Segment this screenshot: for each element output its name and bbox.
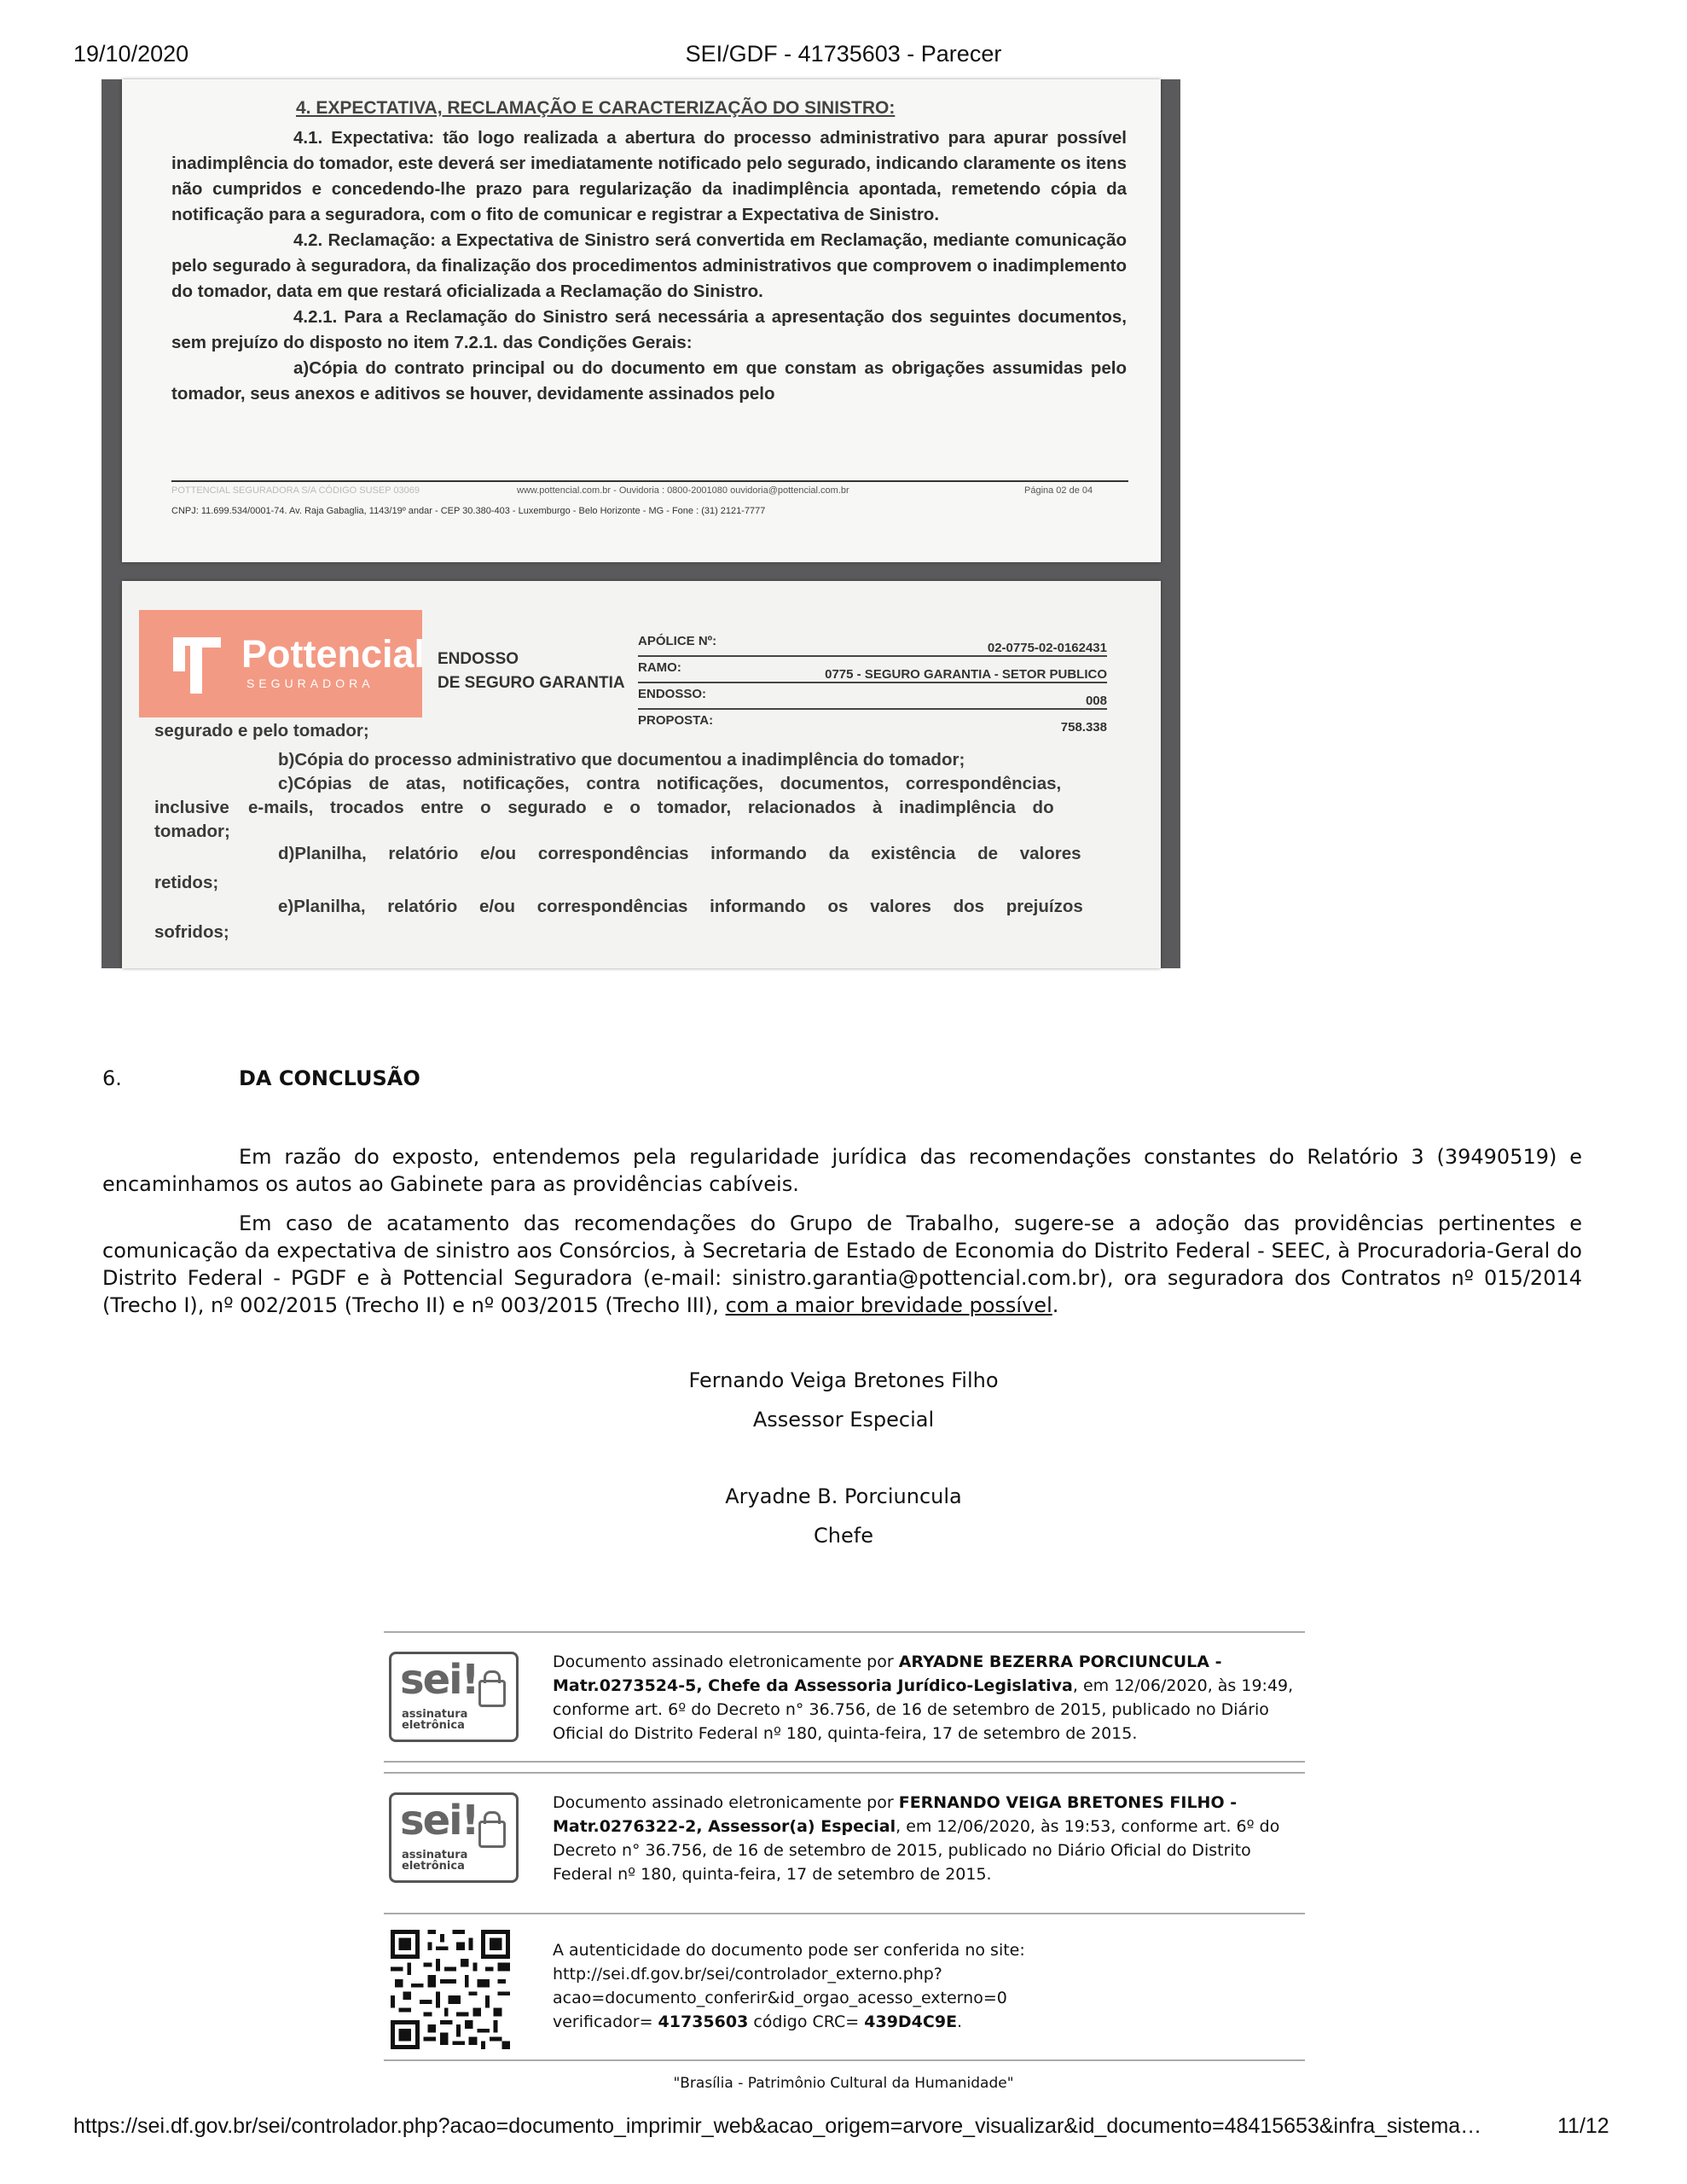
endosso-line: DE SEGURO GARANTIA (438, 674, 625, 692)
policy-label: ENDOSSO: (638, 687, 707, 701)
policy-row (638, 683, 1107, 710)
pottencial-mark-icon (165, 625, 233, 702)
authenticity-block (384, 1913, 1305, 2061)
paragraph-text: Em caso de acatamento das recomendações do Grupo de Trabalho, sugere-se a adoção das providências pertinentes e comunicação da expectativa de sinistro aos Consórcios, à Secretaria de Estado de Economia do Distrito Federal - SEEC, à Procuradoria-Geral do Distrito Federal - PGDF e à Pottencial Seguradora (e-mail: sinistro.garantia@pottencial.com.br), ora seguradora dos Contratos nº 015/2014 (Trecho I), nº 002/2015 (Trecho II) e nº 003/2015 (Trecho III), (102, 1211, 1582, 1317)
signer-role: Chefe (814, 1524, 873, 1548)
policy-value: 02-0775-02-0162431 (987, 641, 1107, 655)
policy-table (638, 630, 1107, 735)
print-url: https://sei.df.gov.br/sei/controlador.php?acao=documento_imprimir_web&acao_origem=arvore_visualizar&id_documento=48415653&infra_sistema… (73, 2114, 1482, 2138)
conclusion-paragraph-1 (102, 1143, 1582, 1198)
policy-value: 0775 - SEGURO GARANTIA - SETOR PUBLICO (825, 667, 1107, 682)
scan-footer-left: POTTENCIAL SEGURADORA S/A CÓDIGO SUSEP 03069 (171, 485, 420, 496)
signature-text: Documento assinado eletronicamente por FERNANDO VEIGA BRETONES FILHO - Matr.0276322-2, Assessor(a) Especial, em 12/06/2020, às 19:53, conforme art. 6º do Decreto n° 36.756, de 16 de setembro de 2015, publicado no Diário Oficial do Distrito Federal nº 180, quinta-feira, 17 de setembro de 2015. (553, 1793, 1280, 1884)
lock-icon (478, 1821, 506, 1848)
section-number: 6. (102, 1066, 122, 1090)
auth-line: A autenticidade do documento pode ser conferida no site: (553, 1941, 1025, 1960)
scan-footer-mid: www.pottencial.com.br - Ouvidoria : 0800-2001080 ouvidoria@pottencial.com.br (517, 485, 849, 496)
policy-value: 008 (1085, 694, 1107, 708)
scan2-line: inclusive (154, 798, 229, 817)
sei-signature-icon (389, 1792, 519, 1883)
scan-paragraph: a)Cópia do contrato principal ou do documento em que constam as obrigações assumidas pelo tomador, seus anexos e aditivos se houver, devidamente assinados pelo (171, 358, 1127, 404)
underlined-text: com a maior brevidade possível (725, 1293, 1052, 1317)
scanned-page-1 (122, 79, 1161, 562)
conclusion-paragraph-2 (102, 1210, 1582, 1319)
scan-footer (171, 485, 1093, 496)
footer-motto: "Brasília - Patrimônio Cultural da Humanidade" (673, 2075, 1014, 2092)
verifier-code: 41735603 (658, 2013, 749, 2031)
scanned-page-2 (122, 581, 1161, 968)
divider (384, 1761, 1305, 1763)
scan-body (171, 125, 1127, 407)
sei-logo-word: sei! (400, 1797, 478, 1844)
scan-paragraph: 4.1. Expectativa: tão logo realizada a abertura do processo administrativo para apurar possível inadimplência do tomador, este deverá ser imediatamente notificado pelo segurado, indicando claramente os itens não cumpridos e concedendo-lhe prazo para regularização da inadimplência apontada, remetendo cópia da notificação para a seguradora, com o fito de comunicar e registrar a Expectativa de Sinistro. (171, 128, 1127, 224)
scan2-line: segurado e pelo tomador; (154, 721, 369, 741)
scan-footer-address: CNPJ: 11.699.534/0001-74. Av. Raja Gabaglia, 1143/19º andar - CEP 30.380-403 - Luxemburgo - Belo Horizonte - MG - Fone : (31) 2121-7777 (171, 506, 766, 516)
policy-row (638, 657, 1107, 683)
authenticity-text (553, 1938, 1295, 2034)
endosso-title (438, 648, 625, 695)
scan2-line: tomador; (154, 822, 230, 841)
scan2-line: b)Cópia do processo administrativo que documentou a inadimplência do tomador; (278, 750, 965, 770)
endosso-line: ENDOSSO (438, 650, 519, 668)
scanned-policy-image (101, 79, 1180, 968)
signer-name: Fernando Veiga Bretones Filho (688, 1368, 999, 1392)
policy-label: PROPOSTA: (638, 713, 714, 728)
auth-line: verificador= 41735603 código CRC= 439D4C9E. (553, 2013, 963, 2031)
qr-code-icon (391, 1930, 510, 2049)
policy-label: APÓLICE Nº: (638, 634, 717, 648)
scan2-line: e-mails, trocados entre o segurado e o tomador, relacionados à inadimplência do (248, 798, 1054, 817)
scan2-line: sofridos; (154, 922, 229, 942)
scan-footer-right: Página 02 de 04 (1024, 485, 1093, 496)
paragraph-text: Em razão do exposto, entendemos pela regularidade jurídica das recomendações constantes do Relatório 3 (39490519) e encaminhamos os autos ao Gabinete para as providências cabíveis. (102, 1145, 1582, 1196)
sei-logo-subtitle: assinatura eletrônica (402, 1849, 468, 1873)
crc-code: 439D4C9E (864, 2013, 958, 2031)
electronic-signature-block (384, 1772, 1305, 1902)
auth-url[interactable]: http://sei.df.gov.br/sei/controlador_externo.php? (553, 1965, 942, 1984)
scan2-line: c)Cópias de atas, notificações, contra notificações, documentos, correspondências, (278, 774, 1062, 793)
section-title: DA CONCLUSÃO (239, 1066, 420, 1090)
scan-paragraph: 4.2. Reclamação: a Expectativa de Sinistro será convertida em Reclamação, mediante comunicação pelo segurado à seguradora, da finalização dos procedimentos administrativos que comprovem o inadimplemento do tomador, data em que restará oficializada a Reclamação do Sinistro. (171, 230, 1127, 301)
signature-text: Documento assinado eletronicamente por ARYADNE BEZERRA PORCIUNCULA - Matr.0273524-5, Chefe da Assessoria Jurídico-Legislativa, em 12/06/2020, às 19:49, conforme art. 6º do Decreto n° 36.756, de 16 de setembro de 2015, publicado no Diário Oficial do Distrito Federal nº 180, quinta-feira, 17 de setembro de 2015. (553, 1653, 1294, 1743)
auth-line: acao=documento_conferir&id_orgao_acesso_externo=0 (553, 1989, 1007, 2007)
sei-logo-word: sei! (400, 1656, 478, 1704)
electronic-signature-block (384, 1631, 1305, 1761)
print-date: 19/10/2020 (73, 41, 189, 67)
scan2-line: d)Planilha, relatório e/ou correspondências informando da existência de valores (278, 844, 1081, 863)
policy-value: 758.338 (1060, 720, 1107, 735)
lock-icon (478, 1680, 506, 1707)
policy-label: RAMO: (638, 660, 681, 675)
scan-heading: 4. EXPECTATIVA, RECLAMAÇÃO E CARACTERIZAÇÃO DO SINISTRO: (296, 98, 896, 118)
scan-paragraph: 4.2.1. Para a Reclamação do Sinistro será necessária a apresentação dos seguintes documentos, sem prejuízo do disposto no item 7.2.1. das Condições Gerais: (171, 307, 1127, 352)
pottencial-logo (139, 610, 426, 717)
sei-signature-icon (389, 1652, 519, 1742)
scan2-line: e)Planilha, relatório e/ou correspondências informando os valores dos prejuízos (278, 897, 1083, 916)
policy-row (638, 630, 1107, 657)
print-title: SEI/GDF - 41735603 - Parecer (685, 41, 1002, 67)
signer-name: Aryadne B. Porciuncula (725, 1484, 962, 1508)
sei-logo-subtitle: assinatura eletrônica (402, 1708, 468, 1732)
signer-role: Assessor Especial (752, 1408, 935, 1432)
paragraph-end: . (1052, 1293, 1059, 1317)
logo-name: Pottencial (241, 632, 426, 676)
scan2-line: retidos; (154, 873, 219, 892)
logo-subtitle: SEGURADORA (246, 677, 374, 690)
policy-row (638, 710, 1107, 735)
page-number: 11/12 (1557, 2114, 1609, 2138)
scan-footer-rule (171, 480, 1128, 482)
